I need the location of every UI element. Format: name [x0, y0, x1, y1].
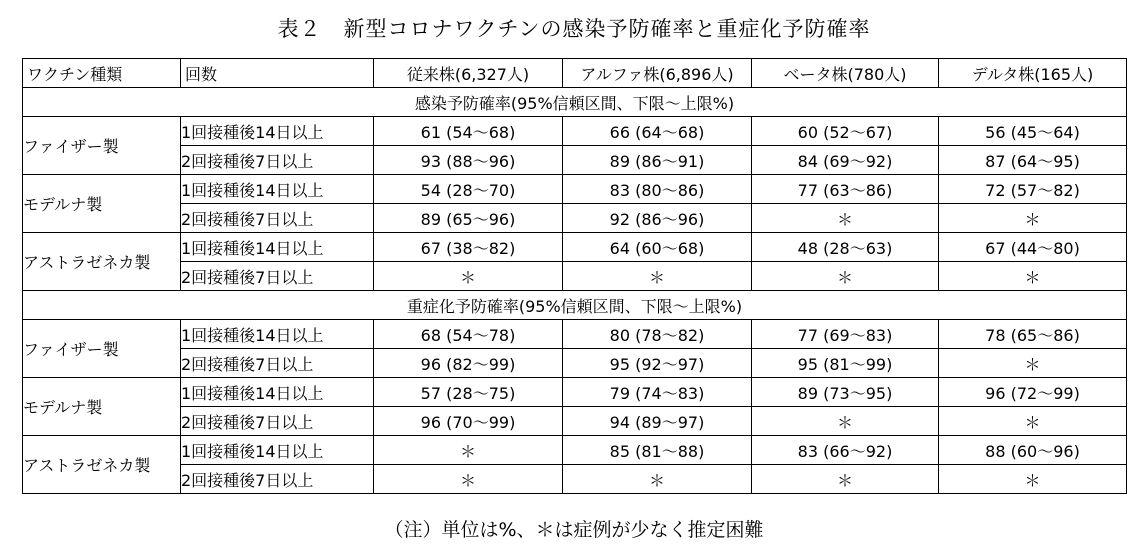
efficacy-value: 54 (28～70): [374, 175, 563, 204]
header-strain-delta: デルタ株(165人): [939, 59, 1127, 88]
efficacy-value: 48 (28～63): [752, 233, 939, 262]
efficacy-value: ＊: [752, 262, 939, 291]
table-row: [23, 146, 1127, 175]
efficacy-value: ＊: [939, 407, 1127, 436]
dose-label: 2回接種後7日以上: [181, 262, 374, 291]
efficacy-value: ＊: [752, 407, 939, 436]
header-doses: 回数: [181, 59, 374, 88]
dose-label: 1回接種後14日以上: [181, 320, 374, 349]
efficacy-value: 89 (73～95): [752, 378, 939, 407]
efficacy-value: 83 (66～92): [752, 436, 939, 465]
header-vaccine-type: ワクチン種類: [23, 59, 181, 88]
section-row: [23, 88, 1127, 117]
vaccine-name: モデルナ製: [23, 378, 181, 436]
efficacy-value: 67 (38～82): [374, 233, 563, 262]
efficacy-value: ＊: [563, 262, 752, 291]
efficacy-value: 95 (81～99): [752, 349, 939, 378]
table-title: 表２ 新型コロナワクチンの感染予防確率と重症化予防確率: [277, 17, 871, 41]
table-row: [23, 262, 1127, 291]
table-body: [23, 88, 1127, 494]
dose-label: 2回接種後7日以上: [181, 146, 374, 175]
dose-label: 1回接種後14日以上: [181, 378, 374, 407]
section-row: [23, 291, 1127, 320]
dose-label: 1回接種後14日以上: [181, 117, 374, 146]
efficacy-value: ＊: [939, 204, 1127, 233]
header-strain-beta: ベータ株(780人): [752, 59, 939, 88]
header-row: [23, 59, 1127, 88]
header-strain-alpha: アルファ株(6,896人): [563, 59, 752, 88]
dose-label: 2回接種後7日以上: [181, 465, 374, 494]
efficacy-value: 66 (64～68): [563, 117, 752, 146]
efficacy-value: 96 (70～99): [374, 407, 563, 436]
dose-label: 1回接種後14日以上: [181, 233, 374, 262]
efficacy-value: 79 (74～83): [563, 378, 752, 407]
efficacy-value: ＊: [374, 262, 563, 291]
efficacy-value: 77 (63～86): [752, 175, 939, 204]
efficacy-value: 78 (65～86): [939, 320, 1127, 349]
efficacy-value: 92 (86～96): [563, 204, 752, 233]
efficacy-value: 84 (69～92): [752, 146, 939, 175]
efficacy-value: 56 (45～64): [939, 117, 1127, 146]
vaccine-name: モデルナ製: [23, 175, 181, 233]
efficacy-value: 77 (69～83): [752, 320, 939, 349]
table-row: [23, 407, 1127, 436]
table-row: [23, 175, 1127, 204]
dose-label: 2回接種後7日以上: [181, 349, 374, 378]
table-row: [23, 378, 1127, 407]
dose-label: 1回接種後14日以上: [181, 175, 374, 204]
dose-label: 1回接種後14日以上: [181, 436, 374, 465]
efficacy-value: 67 (44～80): [939, 233, 1127, 262]
dose-label: 2回接種後7日以上: [181, 204, 374, 233]
section-label: 重症化予防確率(95%信頼区間、下限～上限%): [23, 291, 1127, 320]
efficacy-value: ＊: [752, 204, 939, 233]
table-row: [23, 436, 1127, 465]
efficacy-value: ＊: [374, 436, 563, 465]
efficacy-value: 94 (89～97): [563, 407, 752, 436]
table-row: [23, 465, 1127, 494]
efficacy-value: 64 (60～68): [563, 233, 752, 262]
efficacy-value: 89 (86～91): [563, 146, 752, 175]
table-row: [23, 117, 1127, 146]
efficacy-value: ＊: [939, 465, 1127, 494]
vaccine-efficacy-table: [22, 58, 1127, 494]
efficacy-value: ＊: [563, 465, 752, 494]
efficacy-value: 95 (92～97): [563, 349, 752, 378]
efficacy-value: 68 (54～78): [374, 320, 563, 349]
table-row: [23, 349, 1127, 378]
section-label: 感染予防確率(95%信頼区間、下限～上限%): [23, 88, 1127, 117]
table-row: [23, 233, 1127, 262]
vaccine-name: アストラゼネカ製: [23, 233, 181, 291]
table-row: [23, 204, 1127, 233]
header-strain-original: 従来株(6,327人): [374, 59, 563, 88]
efficacy-value: ＊: [752, 465, 939, 494]
dose-label: 2回接種後7日以上: [181, 407, 374, 436]
efficacy-value: 93 (88～96): [374, 146, 563, 175]
efficacy-value: 80 (78～82): [563, 320, 752, 349]
efficacy-value: 96 (82～99): [374, 349, 563, 378]
efficacy-value: 85 (81～88): [563, 436, 752, 465]
efficacy-value: 61 (54～68): [374, 117, 563, 146]
efficacy-value: 96 (72～99): [939, 378, 1127, 407]
efficacy-value: 89 (65～96): [374, 204, 563, 233]
efficacy-value: ＊: [939, 349, 1127, 378]
efficacy-value: 60 (52～67): [752, 117, 939, 146]
footnote: （注）単位は%、＊は症例が少なく推定困難: [384, 519, 764, 541]
efficacy-value: ＊: [374, 465, 563, 494]
vaccine-name: アストラゼネカ製: [23, 436, 181, 494]
efficacy-value: 83 (80～86): [563, 175, 752, 204]
vaccine-name: ファイザー製: [23, 117, 181, 175]
efficacy-value: 88 (60～96): [939, 436, 1127, 465]
efficacy-value: 72 (57～82): [939, 175, 1127, 204]
efficacy-value: 57 (28～75): [374, 378, 563, 407]
vaccine-name: ファイザー製: [23, 320, 181, 378]
efficacy-value: ＊: [939, 262, 1127, 291]
table-row: [23, 320, 1127, 349]
efficacy-value: 87 (64～95): [939, 146, 1127, 175]
